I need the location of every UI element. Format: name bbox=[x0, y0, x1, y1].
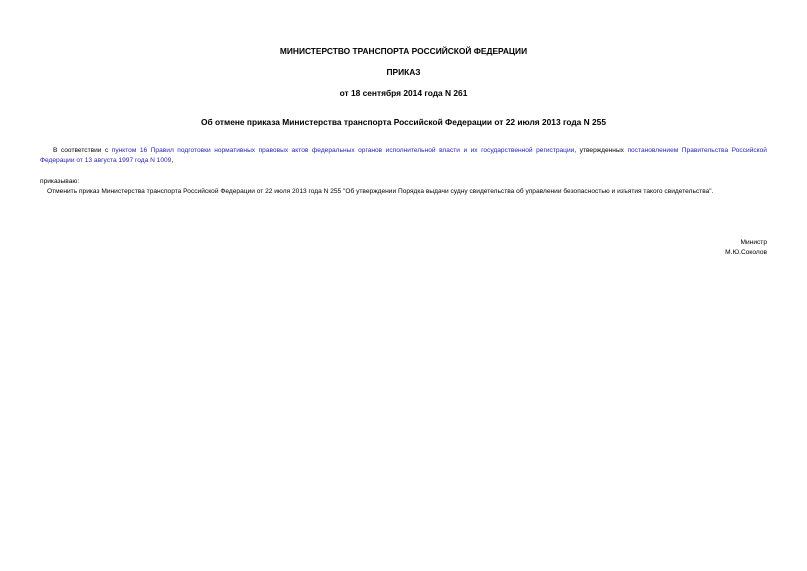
rules-link[interactable]: пунктом 16 Правил подготовки нормативных правовых актов федеральных органов исполнительной власти и их государственной регистрации bbox=[111, 147, 575, 154]
order-date: от 18 сентября 2014 года N 261 bbox=[339, 88, 468, 98]
basis-prefix: В соответствии с bbox=[53, 147, 112, 154]
cancel-paragraph: Отменить приказ Министерства транспорта Российской Федерации от 22 июля 2013 года N 255 "Об утверждении Порядка выдачи судну свидетельства об управлении безопасностью и изъятия такого свидетельства". bbox=[47, 188, 714, 195]
signature-position: Министр bbox=[740, 239, 767, 246]
basis-paragraph bbox=[40, 146, 767, 165]
signature-name: М.Ю.Соколов bbox=[725, 249, 767, 256]
ministry-heading: МИНИСТЕРСТВО ТРАНСПОРТА РОССИЙСКОЙ ФЕДЕРАЦИИ bbox=[279, 46, 528, 56]
government-decree-link[interactable]: постановлением Правительства Российской Федерации от 13 августа 1997 года N 1009 bbox=[40, 147, 767, 164]
basis-suffix: , bbox=[171, 156, 174, 164]
document-title: Об отмене приказа Министерства транспорта Российской Федерации от 22 июля 2013 года N 255 bbox=[201, 117, 606, 127]
basis-middle: , утвержденных bbox=[574, 147, 628, 154]
order-heading: ПРИКАЗ bbox=[386, 67, 421, 77]
decree-word: приказываю: bbox=[40, 178, 80, 185]
